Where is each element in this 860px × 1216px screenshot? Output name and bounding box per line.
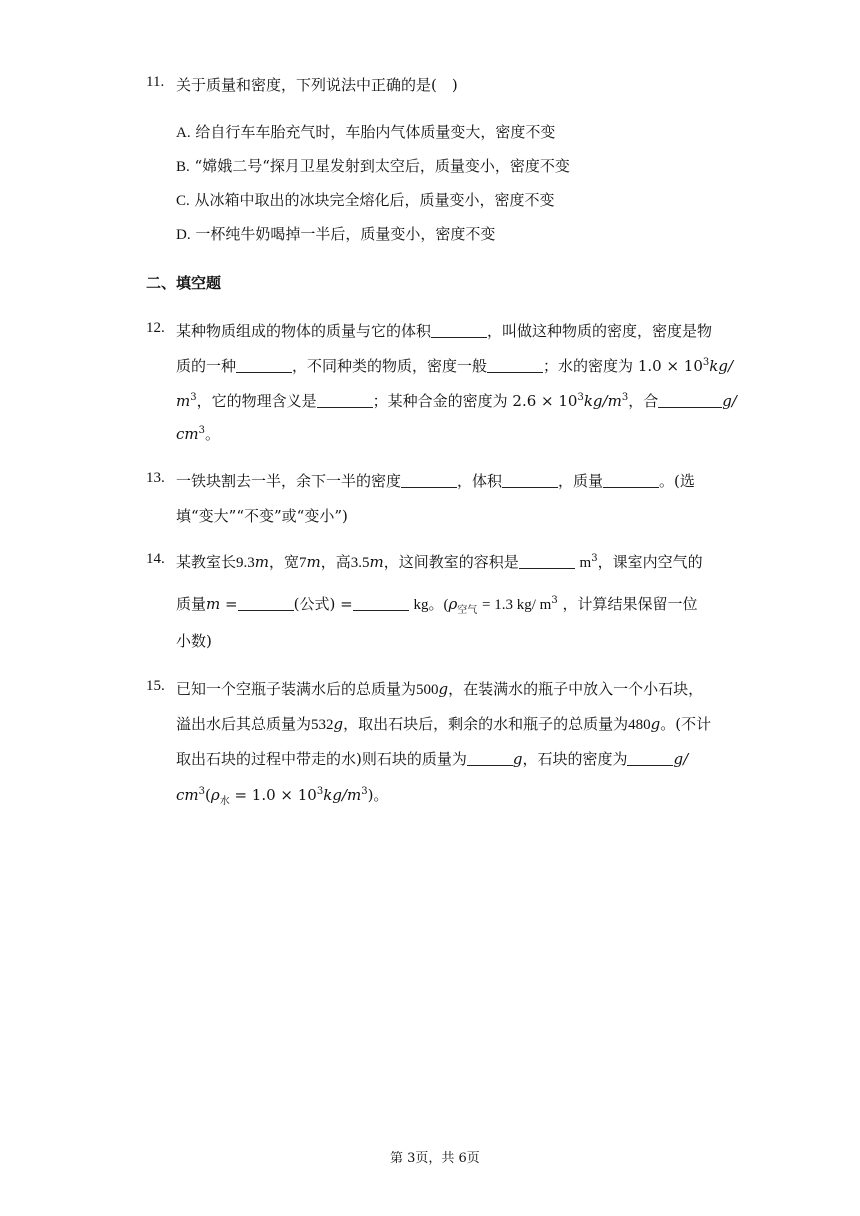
option-label: A.	[176, 125, 191, 141]
formula-unit: cm	[176, 425, 199, 443]
text: ，合	[628, 392, 659, 410]
q13-line-2: 填“变大”“不变”或“变小”)	[176, 507, 348, 525]
text: ；某种合金的密度为	[372, 392, 508, 410]
answer-blank[interactable]	[467, 751, 513, 766]
text: 一铁块割去一半，余下一半的密度	[176, 472, 402, 490]
value: 9.3	[236, 555, 255, 571]
q15-number: 15.	[146, 678, 165, 694]
text: ，石块的密度为	[522, 750, 628, 768]
text: ，不同种类的物质，密度一般	[292, 357, 488, 375]
text: )。	[367, 786, 389, 804]
text: ；水的密度为	[543, 357, 634, 375]
subscript: 空气	[457, 605, 478, 616]
q11-stem: 关于质量和密度，下列说法中正确的是( )	[176, 76, 458, 94]
text: ，计算结果保留一位	[562, 595, 698, 613]
unit: cm	[176, 786, 199, 804]
q15-line-4	[176, 784, 388, 805]
q12-line-1	[176, 320, 712, 341]
q14-line-3: 小数)	[176, 632, 212, 650]
symbol: ρ	[210, 786, 220, 804]
superscript: 3	[190, 392, 197, 403]
superscript: 3	[361, 786, 368, 797]
unit: m	[254, 553, 269, 571]
value: 532	[311, 717, 334, 733]
text: 。	[205, 425, 221, 443]
formula-value	[512, 392, 628, 410]
q13-number: 13.	[146, 470, 165, 486]
unit: g	[333, 715, 344, 733]
text: 某种物质组成的物体的质量与它的体积	[176, 322, 432, 340]
q12-line-3	[176, 390, 737, 411]
q13-line-1	[176, 470, 695, 491]
option-label: D.	[176, 227, 191, 243]
formula-unit: g/	[722, 392, 737, 410]
text: 已知一个空瓶子装满水后的总质量为	[176, 680, 417, 698]
superscript: 3	[198, 786, 205, 797]
q14-line-2	[176, 593, 698, 614]
q12-line-4	[176, 423, 220, 444]
q11-option-c[interactable]	[176, 189, 555, 210]
answer-blank[interactable]	[487, 358, 543, 373]
q12-number: 12.	[146, 320, 165, 336]
text: ，质量	[558, 472, 604, 490]
option-text: “嫦娥二号“探月卫星发射到太空后，质量变小，密度不变	[194, 157, 570, 175]
text: 。(不计	[660, 715, 712, 733]
text: ，这间教室的容积是	[383, 553, 519, 571]
text: ，课室内空气的	[597, 553, 703, 571]
superscript: 3	[551, 595, 558, 606]
superscript: 3	[316, 786, 324, 797]
value: 7	[299, 555, 307, 571]
answer-blank[interactable]	[401, 473, 457, 488]
option-text: 从冰箱中取出的冰块完全熔化后，质量变小，密度不变	[194, 191, 555, 209]
superscript: 3	[577, 392, 584, 403]
answer-blank[interactable]	[238, 596, 294, 611]
text: 质的一种	[176, 357, 237, 375]
text: 。(选	[659, 472, 695, 490]
q15-line-2	[176, 713, 711, 734]
formula-part: 1.0 × 10	[637, 357, 703, 375]
text: ，它的物理含义是	[196, 392, 317, 410]
text: ，宽	[269, 553, 300, 571]
text: ，叫做这种物质的密度，密度是物	[487, 322, 713, 340]
q15-line-1	[176, 678, 703, 699]
text: 溢出水后其总质量为	[176, 715, 312, 733]
superscript: 3	[702, 357, 710, 368]
formula-part: 2.6 × 10	[512, 392, 578, 410]
unit: kg/m	[323, 786, 362, 804]
formula-unit: kg/	[709, 357, 733, 375]
unit: g/	[673, 750, 689, 768]
text: ，体积	[457, 472, 503, 490]
value: 500	[416, 682, 439, 698]
option-label: C.	[176, 193, 190, 209]
text: 质量	[176, 595, 207, 613]
option-text: 给自行车车胎充气时，车胎内气体质量变大，密度不变	[195, 123, 556, 141]
q12-line-2	[176, 355, 733, 376]
value: = 1.3 kg/ m	[482, 597, 552, 613]
formula-part: = 1.0 × 10	[234, 786, 317, 804]
symbol: =	[225, 595, 238, 613]
text: ，取出石块后，剩余的水和瓶子的总质量为	[343, 715, 629, 733]
superscript: 3	[198, 425, 205, 436]
value: 480	[628, 717, 651, 733]
q14-line-1	[176, 551, 703, 572]
option-label: B.	[176, 159, 190, 175]
text: (公式) =	[293, 595, 353, 613]
unit: m	[579, 555, 592, 571]
symbol: ρ	[448, 595, 458, 613]
answer-blank[interactable]	[658, 393, 722, 408]
text: 某教室长	[176, 553, 237, 571]
unit: m	[306, 553, 321, 571]
answer-blank[interactable]	[519, 554, 575, 569]
unit: g	[438, 680, 449, 698]
answer-blank[interactable]	[431, 323, 487, 338]
option-text: 一杯纯牛奶喝掉一半后，质量变小，密度不变	[195, 225, 496, 243]
page-footer: 第 3页，共 6页	[390, 1151, 480, 1166]
q11-number: 11.	[146, 74, 165, 90]
formula-unit: m	[176, 392, 191, 410]
unit: g	[650, 715, 661, 733]
formula-unit: kg/m	[583, 392, 622, 410]
text: 取出石块的过程中带走的水)则石块的质量为	[176, 750, 467, 768]
q11-option-d[interactable]	[176, 223, 495, 244]
section-title: 二、填空题	[146, 274, 222, 292]
answer-blank[interactable]	[353, 596, 409, 611]
answer-blank[interactable]	[236, 358, 292, 373]
text: kg。(	[413, 597, 449, 613]
formula-value	[638, 357, 733, 375]
symbol: (	[205, 786, 211, 804]
q15-line-3	[176, 748, 688, 769]
q14-number: 14.	[146, 551, 165, 567]
value: 3.5	[350, 555, 370, 571]
unit: m	[369, 553, 384, 571]
subscript: 水	[219, 796, 230, 807]
answer-blank[interactable]	[603, 473, 659, 488]
q11-option-a[interactable]	[176, 121, 555, 142]
superscript: 3	[591, 553, 598, 564]
answer-blank[interactable]	[502, 473, 558, 488]
answer-blank[interactable]	[317, 393, 373, 408]
superscript: 3	[621, 392, 629, 403]
unit: g	[512, 750, 523, 768]
text: ，在装满水的瓶子中放入一个小石块，	[448, 680, 704, 698]
symbol: m	[206, 595, 221, 613]
answer-blank[interactable]	[627, 751, 673, 766]
text: ，高	[320, 553, 351, 571]
q11-option-b[interactable]	[176, 155, 570, 176]
